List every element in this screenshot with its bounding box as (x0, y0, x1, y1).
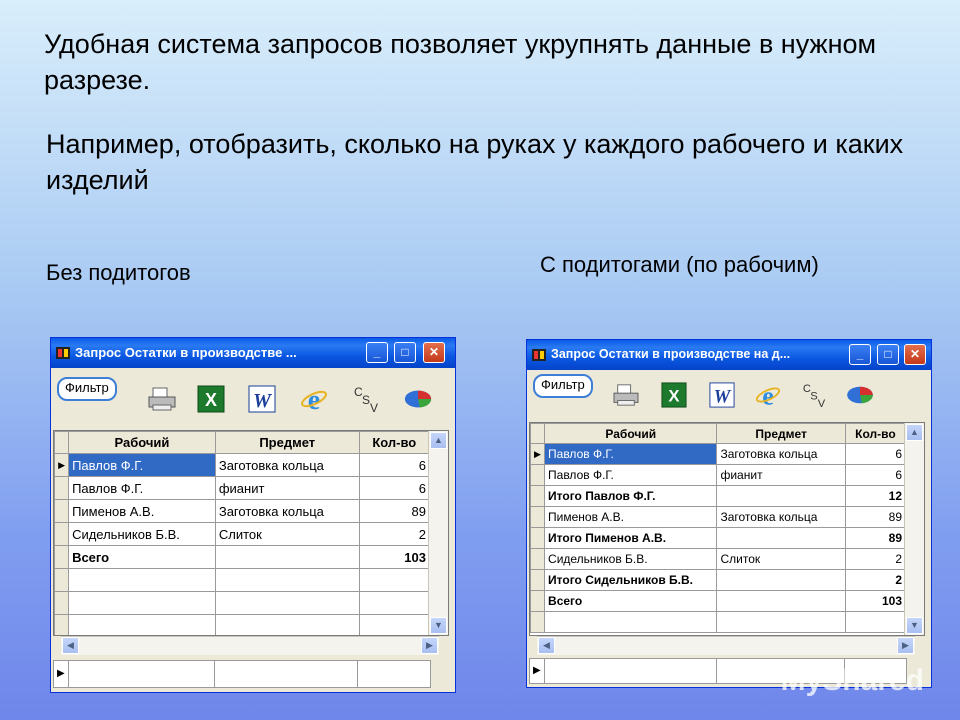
cell-qty[interactable]: 103 (359, 546, 429, 569)
cell-qty[interactable]: 2 (359, 523, 429, 546)
svg-text:S: S (810, 390, 818, 403)
cell-qty[interactable]: 2 (845, 570, 905, 591)
app-icon (531, 347, 547, 363)
cell-worker[interactable]: Павлов Ф.Г. (69, 477, 216, 500)
svg-text:e: e (307, 385, 321, 413)
cell-worker[interactable]: Всего (545, 591, 717, 612)
cell-qty[interactable]: 6 (359, 477, 429, 500)
empty-row (55, 592, 430, 615)
row-indicator[interactable] (55, 500, 69, 523)
cell-worker[interactable]: Пименов А.В. (69, 500, 216, 523)
footer-row (53, 660, 431, 688)
empty-cell (845, 612, 905, 633)
cell-worker[interactable]: Итого Павлов Ф.Г. (545, 486, 717, 507)
cell-worker[interactable]: Павлов Ф.Г. (545, 444, 717, 465)
window-title: Запрос Остатки в производстве ... (75, 345, 297, 360)
horizontal-scrollbar[interactable] (537, 636, 915, 655)
cell-worker[interactable]: Павлов Ф.Г. (69, 454, 216, 477)
scroll-down-button[interactable]: ▼ (906, 617, 923, 634)
maximize-icon: □ (401, 345, 409, 359)
cell-worker[interactable]: Сидельников Б.В. (545, 549, 717, 570)
maximize-button[interactable] (394, 342, 416, 363)
minimize-icon: _ (373, 345, 381, 359)
word-icon[interactable] (247, 384, 277, 414)
query-window-right (526, 339, 932, 688)
window-title: Запрос Остатки в производстве на д... (551, 347, 791, 361)
minimize-button[interactable] (366, 342, 388, 363)
internet-explorer-icon[interactable] (299, 384, 329, 414)
results-table (530, 423, 906, 633)
window-titlebar[interactable] (527, 340, 931, 370)
cell-qty[interactable]: 2 (845, 549, 905, 570)
scroll-up-button[interactable]: ▲ (430, 432, 447, 449)
svg-text:S: S (362, 393, 371, 407)
cell-worker[interactable]: Павлов Ф.Г. (545, 465, 717, 486)
cell-item[interactable]: Слиток (215, 523, 359, 546)
column-header-qty[interactable]: Кол-во (359, 432, 429, 454)
cell-worker[interactable]: Пименов А.В. (545, 507, 717, 528)
table-row[interactable] (531, 507, 906, 528)
cell-qty[interactable]: 6 (359, 454, 429, 477)
row-indicator[interactable]: ▶ (55, 454, 69, 477)
excel-icon[interactable] (196, 384, 226, 414)
cell-qty[interactable]: 12 (845, 486, 905, 507)
minimize-button[interactable] (849, 344, 871, 365)
table-row[interactable] (531, 465, 906, 486)
window-titlebar[interactable] (51, 338, 455, 368)
row-indicator[interactable] (531, 591, 545, 612)
row-indicator[interactable] (55, 477, 69, 500)
table-row[interactable] (55, 546, 430, 569)
cell-item[interactable] (717, 528, 845, 549)
cell-qty[interactable]: 89 (845, 507, 905, 528)
cell-qty[interactable]: 6 (845, 444, 905, 465)
table-row[interactable] (531, 549, 906, 570)
close-button[interactable] (423, 342, 445, 363)
svg-text:V: V (817, 398, 826, 409)
cell-item[interactable]: фианит (215, 477, 359, 500)
column-header-worker[interactable]: Рабочий (545, 424, 717, 444)
filter-button[interactable]: Фильтр (533, 374, 593, 398)
row-indicator[interactable]: ▶ (531, 444, 545, 465)
svg-text:W: W (253, 390, 271, 412)
close-button[interactable] (904, 344, 926, 365)
internet-explorer-icon[interactable] (753, 380, 783, 410)
label-with-subtotals: С подитогами (по рабочим) (540, 252, 819, 277)
query-window-left (50, 337, 456, 693)
empty-cell (215, 569, 359, 592)
close-icon: ✕ (909, 347, 921, 361)
cell-qty[interactable]: 6 (845, 465, 905, 486)
pie-chart-icon[interactable] (403, 384, 433, 414)
row-indicator[interactable] (531, 549, 545, 570)
cell-item[interactable] (717, 570, 845, 591)
row-indicator[interactable] (531, 507, 545, 528)
excel-icon[interactable] (659, 380, 689, 410)
svg-text:V: V (370, 401, 379, 414)
vertical-scrollbar[interactable] (904, 423, 924, 635)
row-indicator[interactable] (531, 465, 545, 486)
cell-qty[interactable]: 89 (359, 500, 429, 523)
cell-item[interactable] (215, 546, 359, 569)
empty-row (55, 569, 430, 592)
row-indicator[interactable] (55, 546, 69, 569)
table-row[interactable] (531, 444, 906, 465)
data-grid[interactable] (529, 422, 925, 636)
data-grid[interactable] (53, 430, 449, 636)
cell-item[interactable] (717, 591, 845, 612)
scroll-left-button[interactable]: ◀ (538, 637, 555, 654)
row-indicator[interactable] (531, 570, 545, 591)
empty-cell (215, 592, 359, 615)
minimize-icon: _ (856, 347, 864, 361)
pie-chart-icon[interactable] (845, 380, 875, 410)
maximize-icon: □ (884, 347, 892, 361)
svg-text:X: X (204, 390, 218, 410)
cell-item[interactable]: Заготовка кольца (717, 444, 845, 465)
cell-item[interactable] (717, 486, 845, 507)
svg-text:C: C (354, 385, 363, 399)
svg-text:C: C (802, 383, 811, 396)
scroll-down-button[interactable]: ▼ (430, 617, 447, 634)
empty-cell (545, 612, 717, 633)
toolbar (51, 372, 455, 422)
footer-indicator-icon: ▶ (533, 665, 541, 676)
column-header-qty[interactable]: Кол-во (845, 424, 905, 444)
cell-worker[interactable]: Сидельников Б.В. (69, 523, 216, 546)
scroll-right-button[interactable]: ▶ (897, 637, 914, 654)
empty-cell (69, 592, 216, 615)
column-header-item[interactable]: Предмет (717, 424, 845, 444)
scroll-left-button[interactable]: ◀ (62, 637, 79, 654)
svg-text:e: e (762, 382, 774, 408)
empty-cell (359, 592, 429, 615)
word-icon[interactable] (707, 380, 737, 410)
table-row[interactable] (55, 454, 430, 477)
table-row[interactable] (531, 528, 906, 549)
slide-heading: Удобная система запросов позволяет укрупнять данные в нужном разрезе. (44, 29, 877, 95)
empty-cell (359, 569, 429, 592)
close-icon: ✕ (428, 345, 440, 359)
csv-icon[interactable] (799, 380, 829, 410)
column-header-worker[interactable]: Рабочий (69, 432, 216, 454)
table-row[interactable] (531, 591, 906, 612)
empty-cell (55, 615, 69, 637)
empty-cell (717, 612, 845, 633)
cell-worker[interactable]: Итого Сидельников Б.В. (545, 570, 717, 591)
cell-item[interactable]: Заготовка кольца (215, 500, 359, 523)
empty-cell (69, 569, 216, 592)
toolbar (527, 372, 931, 416)
table-row[interactable] (55, 500, 430, 523)
svg-text:X: X (668, 386, 680, 406)
empty-cell (215, 615, 359, 637)
cell-qty[interactable]: 89 (845, 528, 905, 549)
table-row[interactable] (531, 486, 906, 507)
slide-subheading: Например, отобразить, сколько на руках у каждого рабочего и каких изделий (46, 129, 904, 195)
empty-cell (69, 615, 216, 637)
vertical-scrollbar[interactable] (428, 431, 448, 635)
maximize-button[interactable] (877, 344, 899, 365)
row-indicator[interactable] (531, 486, 545, 507)
cell-item[interactable]: Заготовка кольца (215, 454, 359, 477)
row-indicator-header (531, 424, 545, 444)
footer-indicator-icon: ▶ (57, 668, 65, 679)
scroll-right-button[interactable]: ▶ (421, 637, 438, 654)
table-row[interactable] (55, 523, 430, 546)
csv-icon[interactable] (351, 384, 381, 414)
row-indicator[interactable] (55, 523, 69, 546)
empty-cell (359, 615, 429, 637)
empty-cell (531, 612, 545, 633)
table-row[interactable] (531, 570, 906, 591)
row-indicator-header (55, 432, 69, 454)
cell-item[interactable]: Слиток (717, 549, 845, 570)
label-without-subtotals: Без подитогов (46, 260, 191, 285)
row-indicator[interactable] (531, 528, 545, 549)
table-row[interactable] (55, 477, 430, 500)
column-header-item[interactable]: Предмет (215, 432, 359, 454)
filter-button[interactable]: Фильтр (57, 377, 117, 401)
results-table (54, 431, 430, 636)
app-icon (55, 345, 71, 361)
cell-item[interactable]: Заготовка кольца (717, 507, 845, 528)
printer-icon[interactable] (147, 384, 177, 414)
empty-cell (55, 569, 69, 592)
empty-row (531, 612, 906, 633)
cell-worker[interactable]: Всего (69, 546, 216, 569)
horizontal-scrollbar[interactable] (61, 636, 439, 655)
cell-qty[interactable]: 103 (845, 591, 905, 612)
printer-icon[interactable] (611, 380, 641, 410)
empty-row (55, 615, 430, 637)
watermark: MyShared (780, 664, 924, 697)
cell-item[interactable]: фианит (717, 465, 845, 486)
empty-cell (55, 592, 69, 615)
svg-text:W: W (713, 386, 731, 408)
cell-worker[interactable]: Итого Пименов А.В. (545, 528, 717, 549)
scroll-up-button[interactable]: ▲ (906, 424, 923, 441)
